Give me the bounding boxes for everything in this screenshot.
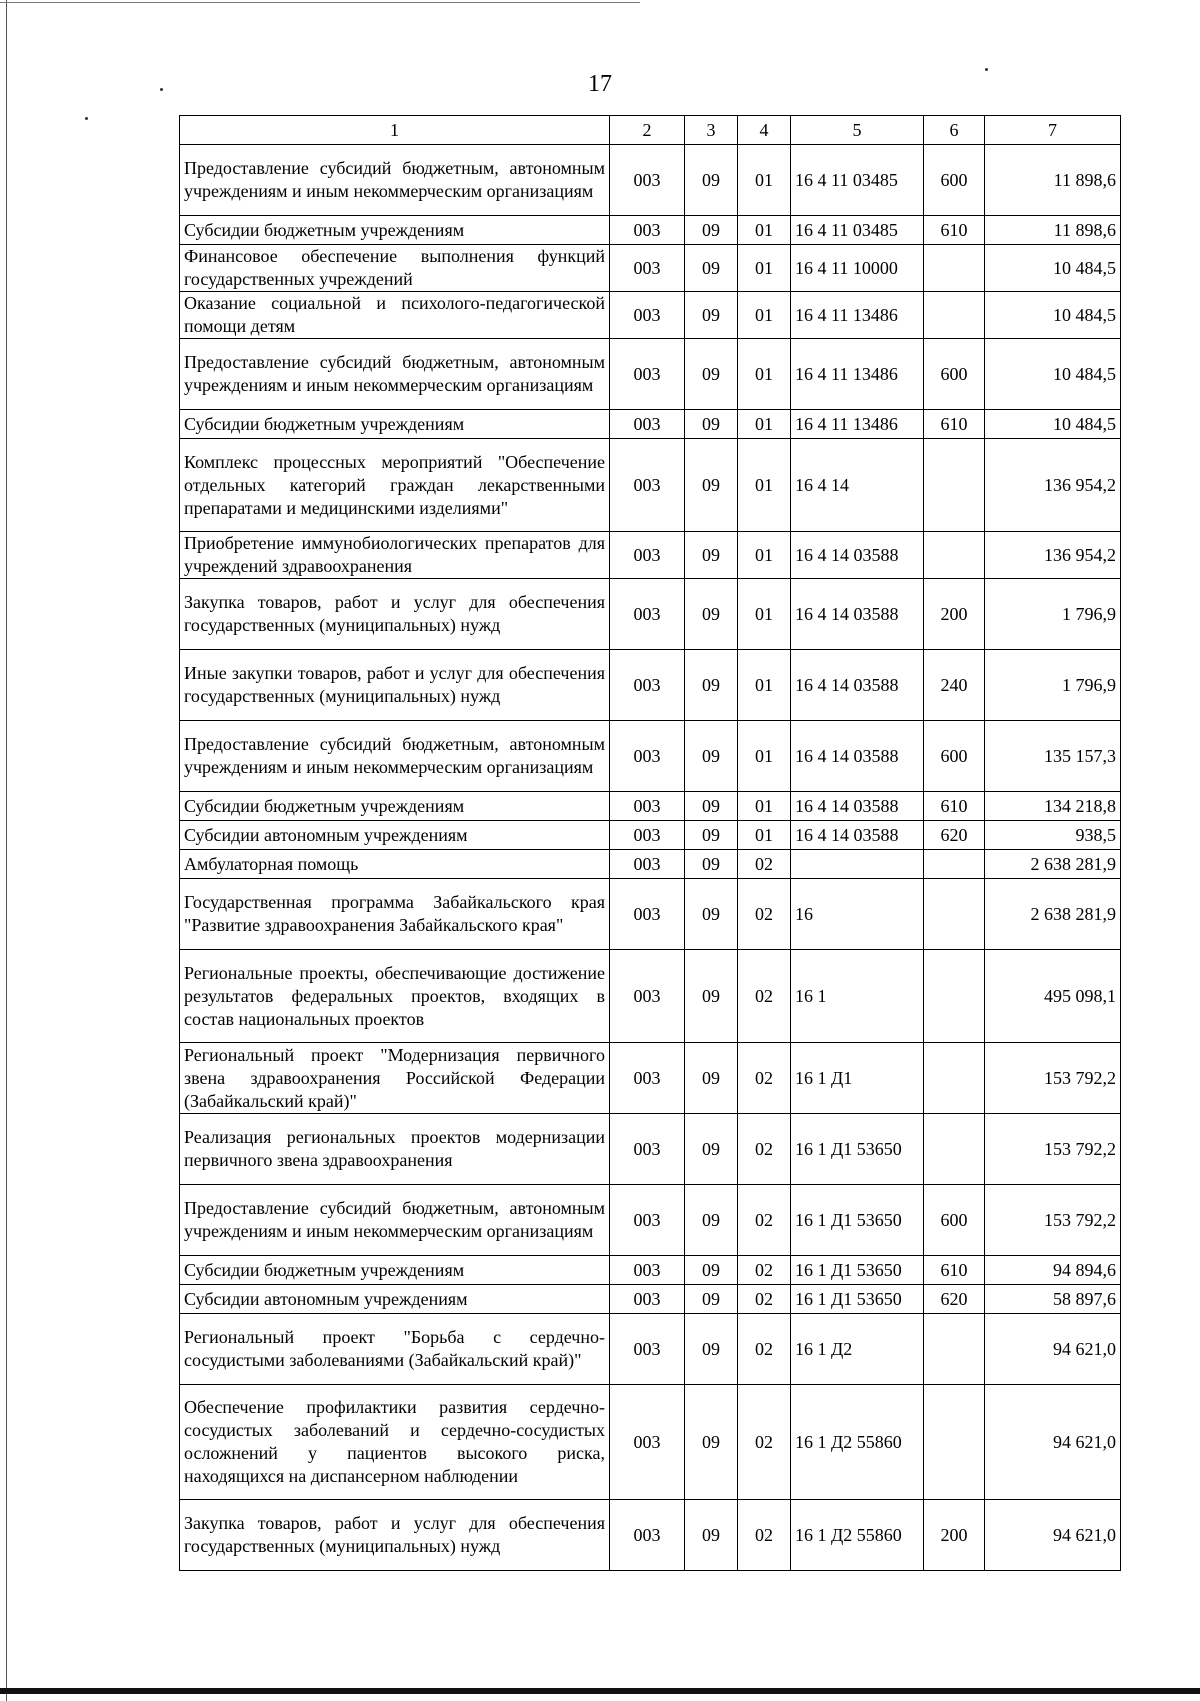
amount: 153 792,2 [985, 1114, 1121, 1185]
ministry-code: 003 [610, 145, 685, 216]
target-article-code: 16 1 Д2 55860 [791, 1385, 924, 1500]
ministry-code: 003 [610, 850, 685, 879]
expense-type-code: 600 [924, 339, 985, 410]
subsection-code: 02 [738, 1385, 791, 1500]
subsection-code: 01 [738, 721, 791, 792]
ministry-code: 003 [610, 1314, 685, 1385]
item-name: Региональный проект "Борьба с сердечно-сосудистыми заболеваниями (Забайкальский край)" [180, 1314, 610, 1385]
subsection-code: 02 [738, 1285, 791, 1314]
subsection-code: 01 [738, 650, 791, 721]
item-name: Закупка товаров, работ и услуг для обеспечения государственных (муниципальных) нужд [180, 579, 610, 650]
budget-table [179, 115, 1121, 1571]
expense-type-code [924, 1314, 985, 1385]
ministry-code: 003 [610, 821, 685, 850]
amount: 58 897,6 [985, 1285, 1121, 1314]
table-row [180, 532, 1121, 579]
item-name: Финансовое обеспечение выполнения функций государственных учреждений [180, 245, 610, 292]
table-row [180, 216, 1121, 245]
item-name: Субсидии бюджетным учреждениям [180, 1256, 610, 1285]
amount: 2 638 281,9 [985, 879, 1121, 950]
target-article-code: 16 4 11 03485 [791, 145, 924, 216]
item-name: Обеспечение профилактики развития сердечно-сосудистых заболеваний и сердечно-сосудистых осложнений у пациентов высокого риска, находящихся на диспансерном наблюдении [180, 1385, 610, 1500]
section-code: 09 [685, 532, 738, 579]
target-article-code: 16 4 14 03588 [791, 792, 924, 821]
expense-type-code [924, 439, 985, 532]
section-code: 09 [685, 850, 738, 879]
amount: 11 898,6 [985, 145, 1121, 216]
section-code: 09 [685, 145, 738, 216]
expense-type-code: 200 [924, 579, 985, 650]
subsection-code: 01 [738, 245, 791, 292]
expense-type-code [924, 879, 985, 950]
expense-type-code: 240 [924, 650, 985, 721]
table-row [180, 410, 1121, 439]
target-article-code: 16 4 14 03588 [791, 721, 924, 792]
expense-type-code [924, 292, 985, 339]
header-col-6: 6 [924, 116, 985, 145]
table-row [180, 145, 1121, 216]
amount: 495 098,1 [985, 950, 1121, 1043]
amount: 10 484,5 [985, 339, 1121, 410]
table-row [180, 721, 1121, 792]
amount: 135 157,3 [985, 721, 1121, 792]
header-col-4: 4 [738, 116, 791, 145]
amount: 94 621,0 [985, 1385, 1121, 1500]
expense-type-code: 610 [924, 410, 985, 439]
item-name: Оказание социальной и психолого-педагогической помощи детям [180, 292, 610, 339]
table-row [180, 1314, 1121, 1385]
subsection-code: 01 [738, 145, 791, 216]
target-article-code: 16 4 11 10000 [791, 245, 924, 292]
table-row [180, 439, 1121, 532]
item-name: Предоставление субсидий бюджетным, автономным учреждениям и иным некоммерческим организациям [180, 721, 610, 792]
item-name: Субсидии автономным учреждениям [180, 1285, 610, 1314]
target-article-code: 16 4 11 13486 [791, 410, 924, 439]
section-code: 09 [685, 292, 738, 339]
target-article-code: 16 1 [791, 950, 924, 1043]
target-article-code: 16 1 Д1 53650 [791, 1114, 924, 1185]
amount: 94 894,6 [985, 1256, 1121, 1285]
section-code: 09 [685, 821, 738, 850]
table-row [180, 245, 1121, 292]
amount: 2 638 281,9 [985, 850, 1121, 879]
ministry-code: 003 [610, 1285, 685, 1314]
amount: 134 218,8 [985, 792, 1121, 821]
table-row [180, 579, 1121, 650]
item-name: Закупка товаров, работ и услуг для обеспечения государственных (муниципальных) нужд [180, 1500, 610, 1571]
ministry-code: 003 [610, 792, 685, 821]
expense-type-code [924, 950, 985, 1043]
section-code: 09 [685, 1256, 738, 1285]
subsection-code: 01 [738, 792, 791, 821]
ministry-code: 003 [610, 339, 685, 410]
amount: 153 792,2 [985, 1185, 1121, 1256]
section-code: 09 [685, 721, 738, 792]
section-code: 09 [685, 579, 738, 650]
header-col-1: 1 [180, 116, 610, 145]
table-row [180, 292, 1121, 339]
target-article-code: 16 4 14 03588 [791, 579, 924, 650]
header-row [180, 116, 1121, 145]
item-name: Региональный проект "Модернизация первичного звена здравоохранения Российской Федерации (Забайкальский край)" [180, 1043, 610, 1114]
target-article-code: 16 1 Д2 [791, 1314, 924, 1385]
expense-type-code: 610 [924, 792, 985, 821]
table-body [180, 145, 1121, 1571]
item-name: Региональные проекты, обеспечивающие достижение результатов федеральных проектов, входящих в состав национальных проектов [180, 950, 610, 1043]
amount: 10 484,5 [985, 245, 1121, 292]
section-code: 09 [685, 1385, 738, 1500]
expense-type-code: 620 [924, 1285, 985, 1314]
subsection-code: 02 [738, 950, 791, 1043]
item-name: Комплекс процессных мероприятий "Обеспечение отдельных категорий граждан лекарственными препаратами и медицинскими изделиями" [180, 439, 610, 532]
section-code: 09 [685, 650, 738, 721]
item-name: Субсидии бюджетным учреждениям [180, 216, 610, 245]
ministry-code: 003 [610, 950, 685, 1043]
section-code: 09 [685, 439, 738, 532]
ministry-code: 003 [610, 292, 685, 339]
expense-type-code: 620 [924, 821, 985, 850]
expense-type-code [924, 850, 985, 879]
ministry-code: 003 [610, 579, 685, 650]
target-article-code: 16 4 14 03588 [791, 650, 924, 721]
ministry-code: 003 [610, 721, 685, 792]
table-row [180, 650, 1121, 721]
item-name: Приобретение иммунобиологических препаратов для учреждений здравоохранения [180, 532, 610, 579]
expense-type-code: 610 [924, 216, 985, 245]
section-code: 09 [685, 792, 738, 821]
item-name: Субсидии бюджетным учреждениям [180, 410, 610, 439]
amount: 10 484,5 [985, 292, 1121, 339]
ministry-code: 003 [610, 245, 685, 292]
item-name: Иные закупки товаров, работ и услуг для обеспечения государственных (муниципальных) нужд [180, 650, 610, 721]
subsection-code: 02 [738, 850, 791, 879]
subsection-code: 01 [738, 292, 791, 339]
table-row [180, 1385, 1121, 1500]
ministry-code: 003 [610, 650, 685, 721]
section-code: 09 [685, 1285, 738, 1314]
table-row [180, 339, 1121, 410]
subsection-code: 02 [738, 1314, 791, 1385]
ministry-code: 003 [610, 879, 685, 950]
expense-type-code [924, 1114, 985, 1185]
ministry-code: 003 [610, 410, 685, 439]
amount: 938,5 [985, 821, 1121, 850]
target-article-code: 16 4 14 03588 [791, 532, 924, 579]
table-row [180, 850, 1121, 879]
expense-type-code [924, 1385, 985, 1500]
section-code: 09 [685, 339, 738, 410]
target-article-code: 16 1 Д1 [791, 1043, 924, 1114]
amount: 94 621,0 [985, 1314, 1121, 1385]
table-row [180, 1043, 1121, 1114]
ministry-code: 003 [610, 216, 685, 245]
section-code: 09 [685, 410, 738, 439]
table-row [180, 792, 1121, 821]
expense-type-code [924, 1043, 985, 1114]
subsection-code: 01 [738, 579, 791, 650]
scan-edge-top [0, 2, 640, 3]
amount: 136 954,2 [985, 532, 1121, 579]
expense-type-code [924, 532, 985, 579]
ministry-code: 003 [610, 1114, 685, 1185]
item-name: Субсидии автономным учреждениям [180, 821, 610, 850]
ministry-code: 003 [610, 1256, 685, 1285]
target-article-code: 16 1 Д1 53650 [791, 1285, 924, 1314]
target-article-code: 16 4 14 [791, 439, 924, 532]
subsection-code: 02 [738, 1114, 791, 1185]
header-col-2: 2 [610, 116, 685, 145]
subsection-code: 02 [738, 1500, 791, 1571]
section-code: 09 [685, 216, 738, 245]
item-name: Амбулаторная помощь [180, 850, 610, 879]
expense-type-code: 600 [924, 145, 985, 216]
scan-edge-left [6, 0, 7, 1701]
amount: 1 796,9 [985, 650, 1121, 721]
subsection-code: 01 [738, 410, 791, 439]
amount: 94 621,0 [985, 1500, 1121, 1571]
amount: 11 898,6 [985, 216, 1121, 245]
subsection-code: 01 [738, 339, 791, 410]
target-article-code: 16 4 11 03485 [791, 216, 924, 245]
target-article-code: 16 1 Д1 53650 [791, 1256, 924, 1285]
table-row [180, 1185, 1121, 1256]
amount: 136 954,2 [985, 439, 1121, 532]
target-article-code: 16 4 11 13486 [791, 292, 924, 339]
table-row [180, 950, 1121, 1043]
section-code: 09 [685, 1114, 738, 1185]
item-name: Государственная программа Забайкальского края "Развитие здравоохранения Забайкальского края" [180, 879, 610, 950]
section-code: 09 [685, 1500, 738, 1571]
table-row [180, 1500, 1121, 1571]
section-code: 09 [685, 1043, 738, 1114]
header-col-7: 7 [985, 116, 1121, 145]
target-article-code: 16 1 Д1 53650 [791, 1185, 924, 1256]
subsection-code: 01 [738, 439, 791, 532]
table-row [180, 1256, 1121, 1285]
expense-type-code: 200 [924, 1500, 985, 1571]
item-name: Предоставление субсидий бюджетным, автономным учреждениям и иным некоммерческим организациям [180, 339, 610, 410]
item-name: Субсидии бюджетным учреждениям [180, 792, 610, 821]
amount: 153 792,2 [985, 1043, 1121, 1114]
subsection-code: 01 [738, 532, 791, 579]
table-row [180, 1285, 1121, 1314]
header-col-5: 5 [791, 116, 924, 145]
table-row [180, 879, 1121, 950]
ministry-code: 003 [610, 1500, 685, 1571]
subsection-code: 02 [738, 879, 791, 950]
target-article-code: 16 1 Д2 55860 [791, 1500, 924, 1571]
amount: 10 484,5 [985, 410, 1121, 439]
target-article-code [791, 850, 924, 879]
section-code: 09 [685, 1185, 738, 1256]
subsection-code: 02 [738, 1185, 791, 1256]
table-row [180, 1114, 1121, 1185]
subsection-code: 02 [738, 1256, 791, 1285]
section-code: 09 [685, 1314, 738, 1385]
scan-edge-bottom [0, 1688, 1200, 1694]
table-row [180, 821, 1121, 850]
amount: 1 796,9 [985, 579, 1121, 650]
section-code: 09 [685, 245, 738, 292]
ministry-code: 003 [610, 1385, 685, 1500]
expense-type-code [924, 245, 985, 292]
expense-type-code: 610 [924, 1256, 985, 1285]
subsection-code: 02 [738, 1043, 791, 1114]
ministry-code: 003 [610, 439, 685, 532]
item-name: Предоставление субсидий бюджетным, автономным учреждениям и иным некоммерческим организациям [180, 145, 610, 216]
page-number: 17 [588, 71, 612, 97]
section-code: 09 [685, 950, 738, 1043]
expense-type-code: 600 [924, 1185, 985, 1256]
header-col-3: 3 [685, 116, 738, 145]
scan-speck [85, 117, 88, 120]
subsection-code: 01 [738, 821, 791, 850]
ministry-code: 003 [610, 532, 685, 579]
target-article-code: 16 4 11 13486 [791, 339, 924, 410]
item-name: Реализация региональных проектов модернизации первичного звена здравоохранения [180, 1114, 610, 1185]
expense-type-code: 600 [924, 721, 985, 792]
item-name: Предоставление субсидий бюджетным, автономным учреждениям и иным некоммерческим организациям [180, 1185, 610, 1256]
target-article-code: 16 [791, 879, 924, 950]
ministry-code: 003 [610, 1185, 685, 1256]
subsection-code: 01 [738, 216, 791, 245]
ministry-code: 003 [610, 1043, 685, 1114]
target-article-code: 16 4 14 03588 [791, 821, 924, 850]
section-code: 09 [685, 879, 738, 950]
